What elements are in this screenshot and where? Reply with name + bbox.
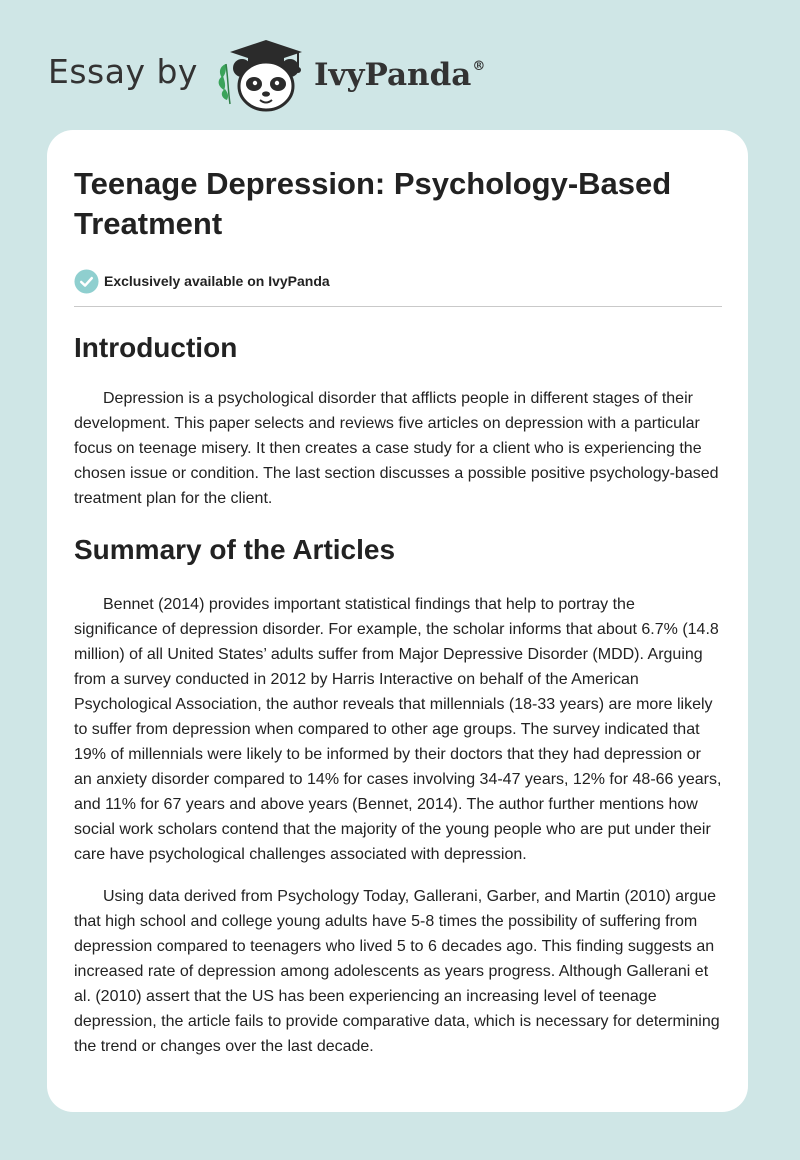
- panda-graduate-logo-icon[interactable]: [214, 34, 310, 114]
- section-heading-introduction: Introduction: [74, 332, 238, 363]
- ivypanda-brand[interactable]: [314, 57, 485, 93]
- brand-name: IvyPanda: [313, 57, 472, 93]
- introduction-paragraph: Depression is a psychological disorder that afflicts people in different stages of their development. This paper selects and reviews five articles on depression with a particular focus on teenage misery. It then creates a case study for a client who is experiencing the chosen issue or condition. The last section discusses a possible positive psychology-based treatment plan for the client.: [74, 390, 719, 507]
- exclusive-label: Exclusively available on IvyPanda: [104, 273, 330, 289]
- site-header: [48, 34, 485, 114]
- essay-by-label: Essay by: [48, 51, 198, 91]
- check-circle-icon: [74, 269, 99, 294]
- essay-card: [47, 130, 748, 1112]
- summary-paragraph-1: Bennet (2014) provides important statistical findings that help to portray the significance of depression disorder. For example, the scholar informs that about 6.7% (14.8 million) of all United States’ adults suffer from Major Depressive Disorder (MDD). Arguing from a survey conducted in 2012 by Harris Interactive on behalf of the American Psychological Association, the author reveals that millennials (18-33 years) are more likely to suffer from depression when compared to other age groups. The survey indicated that 19% of millennials were likely to be informed by their doctors that they had depression or an anxiety disorder compared to 14% for cases involving 34-47 years, 12% for 48-66 years, and 11% for 67 years and above years (Bennet, 2014). The author further mentions how social work scholars contend that the majority of the young people who are put under their care have psychological challenges associated with depression.: [74, 596, 722, 863]
- summary-paragraph-2: Using data derived from Psychology Today, Gallerani, Garber, and Martin (2010) argue that high school and college young adults have 5-8 times the possibility of suffering from depression compared to teenagers who lived 5 to 6 decades ago. This finding suggests an increased rate of depression among adolescents as years progress. Although Gallerani et al. (2010) assert that the US has been experiencing an increasing level of teenage depression, the article fails to provide comparative data, which is necessary for determining the trend or changes over the last decade.: [74, 888, 720, 1055]
- essay-content: [74, 164, 722, 1059]
- section-heading-summary: Summary of the Articles: [74, 534, 396, 565]
- exclusive-badge: [74, 268, 722, 294]
- registered-mark: ®: [472, 59, 486, 74]
- essay-title: Teenage Depression: Psychology-Based Treatment: [74, 166, 672, 241]
- title-divider: [74, 306, 722, 307]
